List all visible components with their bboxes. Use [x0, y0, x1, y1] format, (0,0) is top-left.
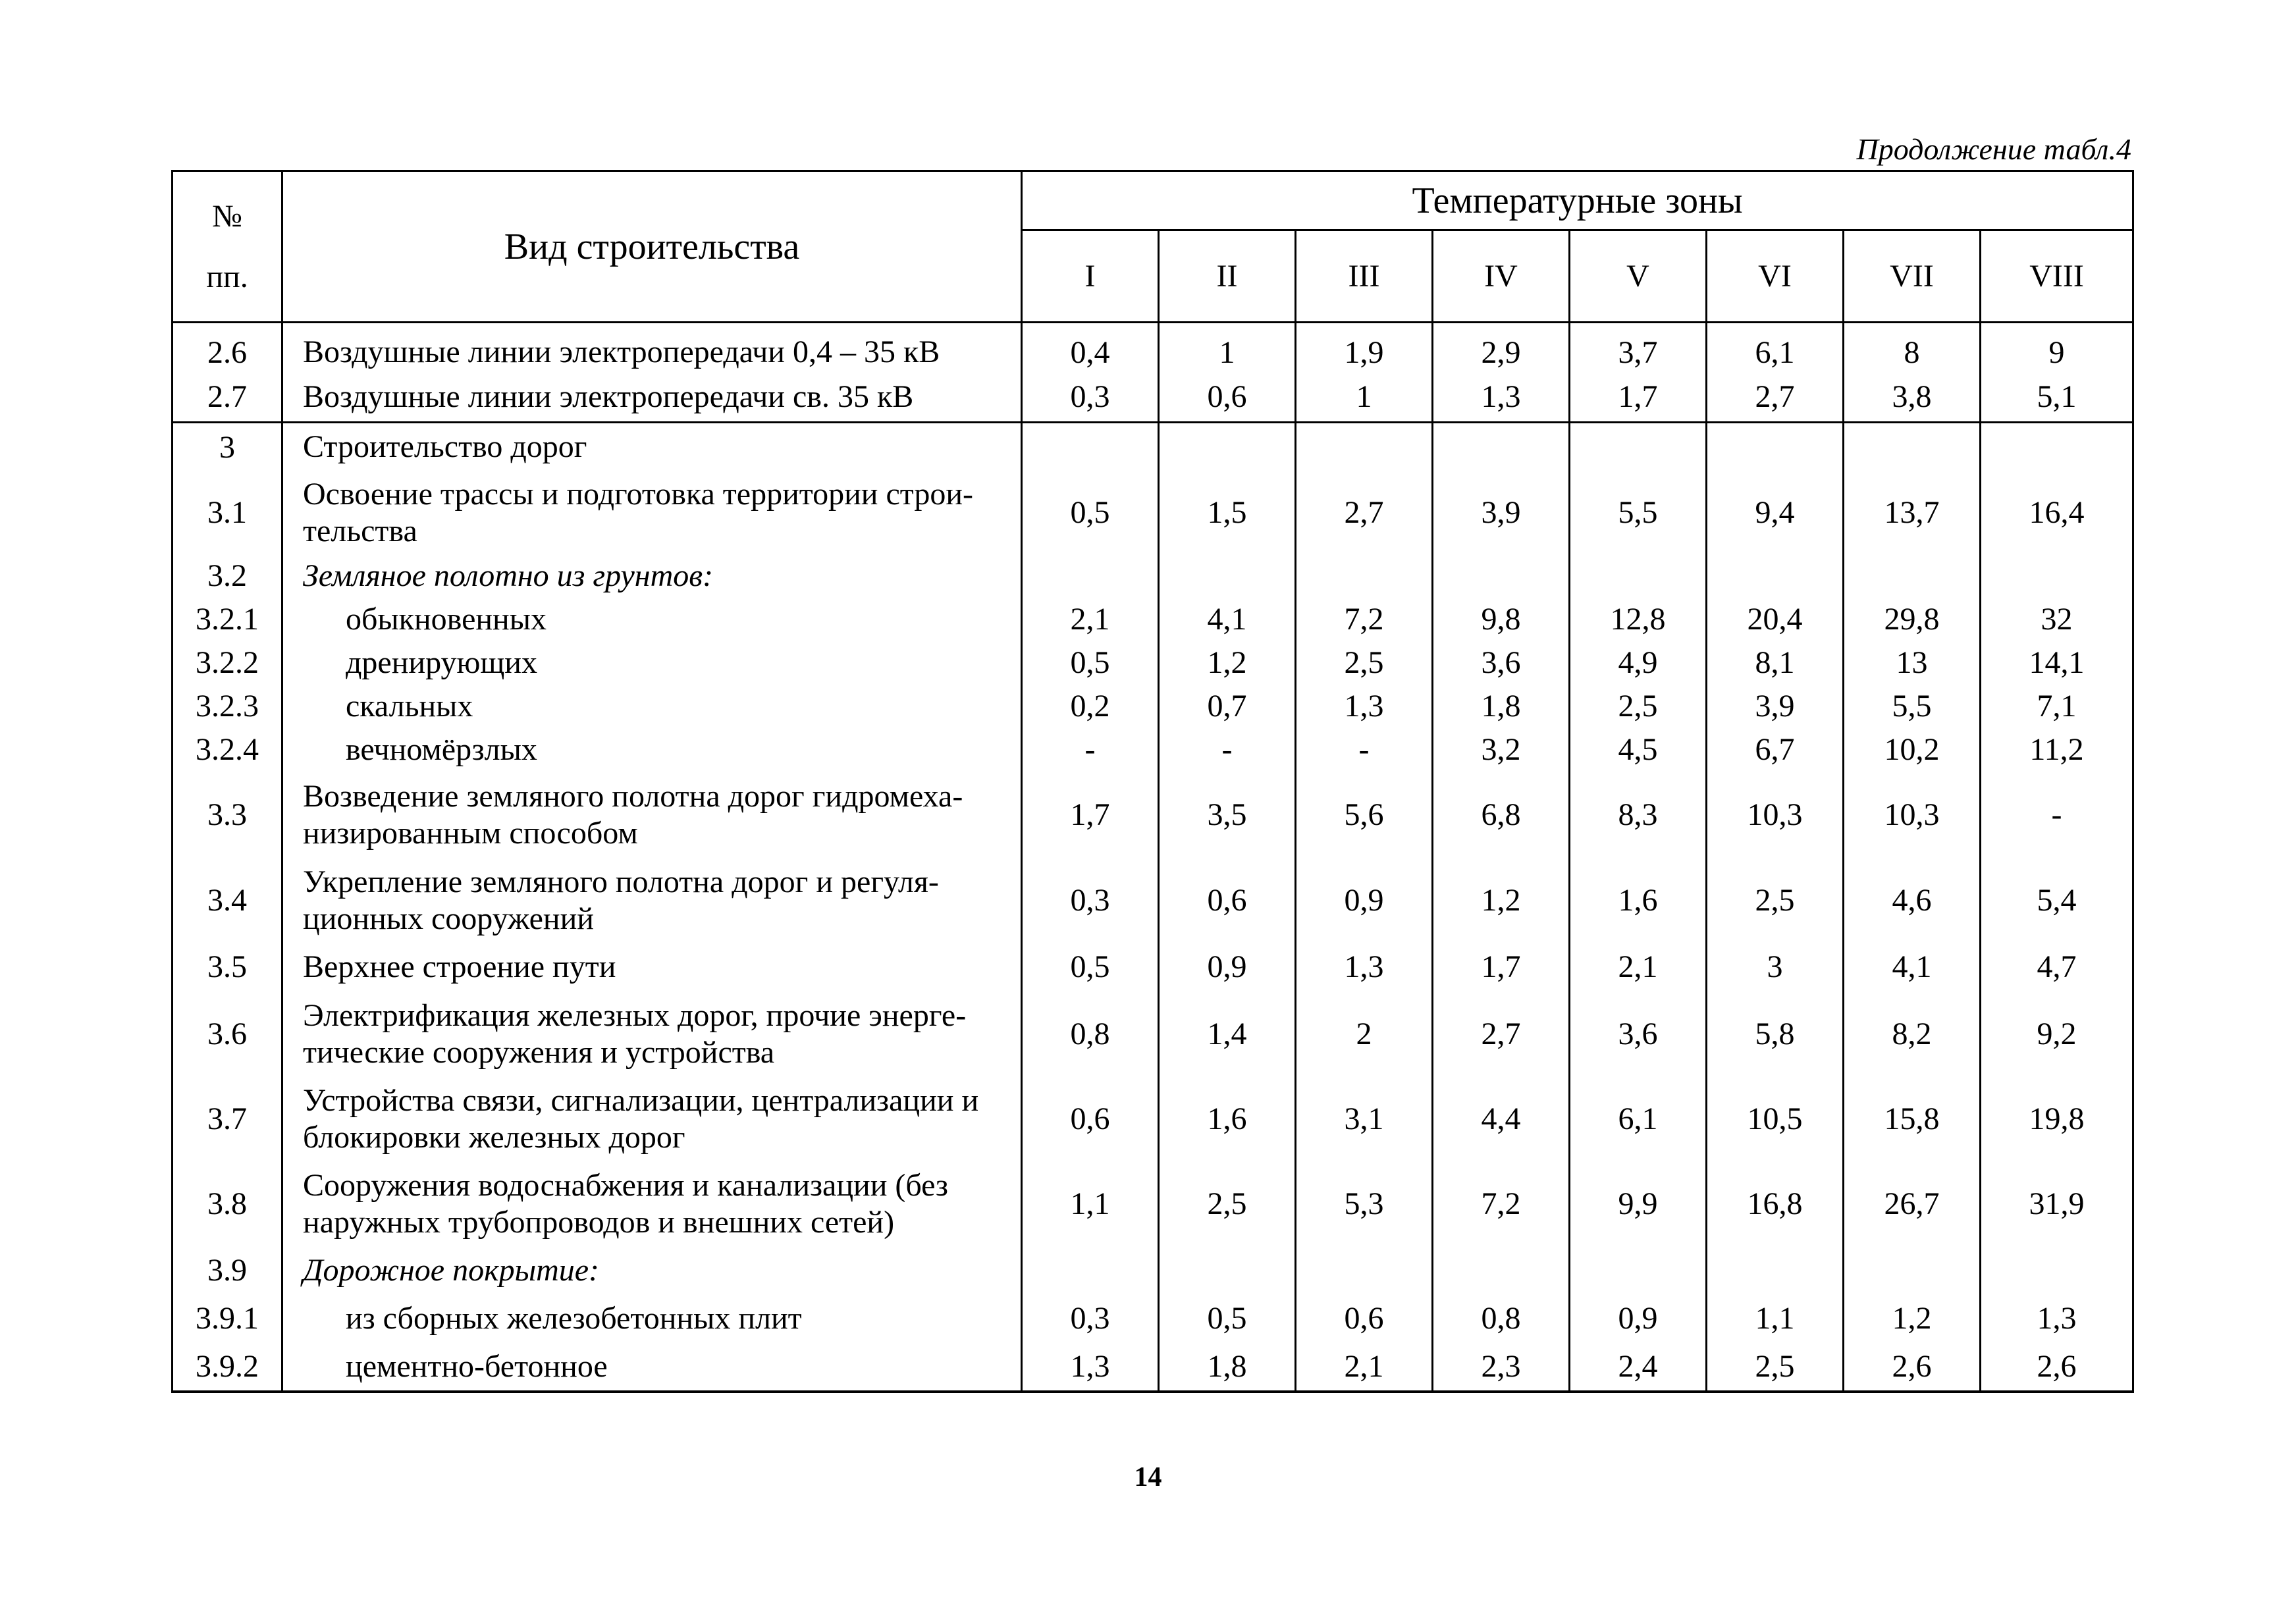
zone-1-value: 0,4	[1022, 323, 1159, 373]
zone-3-value: 2	[1296, 991, 1433, 1077]
zone-8-value: 2,6	[1981, 1343, 2133, 1392]
zone-8-value	[1981, 1247, 2133, 1294]
zone-7-value: 8	[1844, 323, 1981, 373]
zone-5-value: 2,5	[1570, 685, 1707, 728]
zone-8-value: 7,1	[1981, 685, 2133, 728]
zone-2-value	[1159, 554, 1296, 598]
zone-8-value: -	[1981, 772, 2133, 858]
zone-8-value: 14,1	[1981, 641, 2133, 685]
zone-6-value	[1707, 1247, 1844, 1294]
zone-8-value: 9	[1981, 323, 2133, 373]
zone-8-value: 11,2	[1981, 728, 2133, 772]
zone-5-value: 4,9	[1570, 641, 1707, 685]
zone-5-value: 9,9	[1570, 1161, 1707, 1247]
header-number-abbr: пп.	[206, 259, 248, 294]
zone-2-value: 0,6	[1159, 373, 1296, 423]
row-number: 3.9	[173, 1247, 282, 1294]
zone-6-value: 16,8	[1707, 1161, 1844, 1247]
table-row	[173, 471, 2133, 554]
row-number: 3.9.2	[173, 1343, 282, 1392]
zone-5-value: 5,5	[1570, 471, 1707, 554]
zone-7-value: 4,1	[1844, 943, 1981, 991]
zone-5-value	[1570, 1247, 1707, 1294]
zone-1-value: 0,6	[1022, 1077, 1159, 1161]
zone-4-value: 6,8	[1433, 772, 1570, 858]
construction-type-name: Воздушные линии электропередачи св. 35 кВ	[282, 373, 1022, 423]
zone-5-value: 1,7	[1570, 373, 1707, 423]
zone-4-value: 7,2	[1433, 1161, 1570, 1247]
zone-5-value	[1570, 423, 1707, 471]
zone-2-value: 0,7	[1159, 685, 1296, 728]
zone-4-value: 3,2	[1433, 728, 1570, 772]
construction-type-name: Земляное полотно из грунтов:	[282, 554, 1022, 598]
zone-2-value: 1,2	[1159, 641, 1296, 685]
row-number: 3.2.3	[173, 685, 282, 728]
zone-7-value	[1844, 1247, 1981, 1294]
zone-3-value: 2,1	[1296, 1343, 1433, 1392]
zone-7-value: 8,2	[1844, 991, 1981, 1077]
zone-7-value: 3,8	[1844, 373, 1981, 423]
zone-1-value: 0,5	[1022, 943, 1159, 991]
table-continuation-caption: Продолжение табл.4	[1856, 132, 2131, 166]
table-row	[173, 323, 2133, 373]
zone-6-value: 2,7	[1707, 373, 1844, 423]
zone-5-value: 2,4	[1570, 1343, 1707, 1392]
construction-type-name: Верхнее строение пути	[282, 943, 1022, 991]
table-row	[173, 943, 2133, 991]
construction-type-name: Электрификация железных дорог, прочие энерге-тические сооружения и устройства	[282, 991, 1022, 1077]
zone-1-value: 1,3	[1022, 1343, 1159, 1392]
row-number: 3.9.1	[173, 1294, 282, 1343]
zone-8-value	[1981, 423, 2133, 471]
zone-6-value: 3	[1707, 943, 1844, 991]
zone-1-value: -	[1022, 728, 1159, 772]
zone-7-value: 13	[1844, 641, 1981, 685]
header-zone-3: III	[1296, 230, 1433, 323]
zone-6-value: 9,4	[1707, 471, 1844, 554]
zone-6-value: 10,3	[1707, 772, 1844, 858]
zone-3-value: 5,6	[1296, 772, 1433, 858]
construction-type-name: обыкновенных	[282, 598, 1022, 641]
zone-5-value: 2,1	[1570, 943, 1707, 991]
zone-7-value: 10,3	[1844, 772, 1981, 858]
row-number: 3.7	[173, 1077, 282, 1161]
table-row	[173, 1161, 2133, 1247]
zone-7-value: 15,8	[1844, 1077, 1981, 1161]
table-row	[173, 991, 2133, 1077]
zone-5-value: 8,3	[1570, 772, 1707, 858]
header-zone-5: V	[1570, 230, 1707, 323]
zone-3-value: 2,5	[1296, 641, 1433, 685]
zone-6-value: 2,5	[1707, 858, 1844, 943]
zone-2-value: 1	[1159, 323, 1296, 373]
zone-7-value: 5,5	[1844, 685, 1981, 728]
construction-type-name: дренирующих	[282, 641, 1022, 685]
table-row	[173, 772, 2133, 858]
row-number: 3.2.1	[173, 598, 282, 641]
zone-3-value: 2,7	[1296, 471, 1433, 554]
table-row	[173, 728, 2133, 772]
zone-2-value: 3,5	[1159, 772, 1296, 858]
zone-1-value: 0,5	[1022, 641, 1159, 685]
zone-1-value: 0,3	[1022, 1294, 1159, 1343]
table-row	[173, 685, 2133, 728]
zone-8-value: 1,3	[1981, 1294, 2133, 1343]
table-row	[173, 858, 2133, 943]
table-row	[173, 641, 2133, 685]
zone-7-value: 10,2	[1844, 728, 1981, 772]
table-row	[173, 423, 2133, 471]
zone-5-value: 0,9	[1570, 1294, 1707, 1343]
zone-2-value: 1,6	[1159, 1077, 1296, 1161]
zone-4-value	[1433, 1247, 1570, 1294]
table-row	[173, 1077, 2133, 1161]
zone-1-value: 0,3	[1022, 858, 1159, 943]
zone-4-value: 2,9	[1433, 323, 1570, 373]
construction-type-name: Возведение земляного полотна дорог гидромеха-низированным способом	[282, 772, 1022, 858]
zone-2-value: 1,8	[1159, 1343, 1296, 1392]
zone-7-value: 2,6	[1844, 1343, 1981, 1392]
header-number-symbol: №	[212, 198, 242, 234]
zone-6-value: 1,1	[1707, 1294, 1844, 1343]
zone-7-value: 4,6	[1844, 858, 1981, 943]
row-number: 3.4	[173, 858, 282, 943]
zone-7-value	[1844, 554, 1981, 598]
construction-type-name: Устройства связи, сигнализации, централизации и блокировки железных дорог	[282, 1077, 1022, 1161]
zone-1-value: 0,3	[1022, 373, 1159, 423]
row-number: 2.6	[173, 323, 282, 373]
construction-type-name: Укрепление земляного полотна дорог и регуля-ционных сооружений	[282, 858, 1022, 943]
zone-1-value: 2,1	[1022, 598, 1159, 641]
zone-2-value: 1,5	[1159, 471, 1296, 554]
header-zone-7: VII	[1844, 230, 1981, 323]
zone-4-value	[1433, 423, 1570, 471]
zone-2-value	[1159, 423, 1296, 471]
zone-4-value: 1,7	[1433, 943, 1570, 991]
row-number: 3.8	[173, 1161, 282, 1247]
zone-2-value: 0,5	[1159, 1294, 1296, 1343]
construction-type-name: Дорожное покрытие:	[282, 1247, 1022, 1294]
zone-7-value	[1844, 423, 1981, 471]
zone-4-value: 0,8	[1433, 1294, 1570, 1343]
zone-8-value: 5,4	[1981, 858, 2133, 943]
zone-5-value: 12,8	[1570, 598, 1707, 641]
table-row	[173, 598, 2133, 641]
row-number: 3.2	[173, 554, 282, 598]
zone-1-value: 0,8	[1022, 991, 1159, 1077]
row-number: 3.3	[173, 772, 282, 858]
zone-3-value	[1296, 423, 1433, 471]
zone-6-value	[1707, 554, 1844, 598]
table-row	[173, 373, 2133, 423]
zone-4-value: 4,4	[1433, 1077, 1570, 1161]
row-number: 3.1	[173, 471, 282, 554]
zone-2-value: -	[1159, 728, 1296, 772]
zone-3-value: 0,6	[1296, 1294, 1433, 1343]
zone-3-value: 1,3	[1296, 685, 1433, 728]
header-construction-type: Вид строительства	[282, 171, 1022, 323]
zone-1-value: 0,5	[1022, 471, 1159, 554]
row-number: 3	[173, 423, 282, 471]
zone-2-value: 2,5	[1159, 1161, 1296, 1247]
row-number: 3.2.2	[173, 641, 282, 685]
construction-type-name: Воздушные линии электропередачи 0,4 – 35 кВ	[282, 323, 1022, 373]
zone-1-value: 0,2	[1022, 685, 1159, 728]
table-row	[173, 554, 2133, 598]
zone-6-value: 10,5	[1707, 1077, 1844, 1161]
zone-4-value: 2,7	[1433, 991, 1570, 1077]
zone-8-value: 32	[1981, 598, 2133, 641]
row-number: 3.6	[173, 991, 282, 1077]
construction-type-name: вечномёрзлых	[282, 728, 1022, 772]
zone-3-value: 1	[1296, 373, 1433, 423]
zone-3-value: 7,2	[1296, 598, 1433, 641]
zone-8-value: 19,8	[1981, 1077, 2133, 1161]
zone-1-value: 1,1	[1022, 1161, 1159, 1247]
zone-7-value: 1,2	[1844, 1294, 1981, 1343]
zone-2-value: 0,9	[1159, 943, 1296, 991]
zone-5-value	[1570, 554, 1707, 598]
zone-8-value: 9,2	[1981, 991, 2133, 1077]
header-zone-1: I	[1022, 230, 1159, 323]
zone-6-value: 20,4	[1707, 598, 1844, 641]
zone-2-value: 1,4	[1159, 991, 1296, 1077]
zone-3-value	[1296, 1247, 1433, 1294]
zone-2-value: 0,6	[1159, 858, 1296, 943]
zone-8-value: 31,9	[1981, 1161, 2133, 1247]
zone-3-value: 1,3	[1296, 943, 1433, 991]
zone-3-value: 5,3	[1296, 1161, 1433, 1247]
zone-4-value: 9,8	[1433, 598, 1570, 641]
header-zone-2: II	[1159, 230, 1296, 323]
zone-6-value: 6,7	[1707, 728, 1844, 772]
zone-5-value: 3,7	[1570, 323, 1707, 373]
construction-type-name: из сборных железобетонных плит	[282, 1294, 1022, 1343]
zone-8-value: 16,4	[1981, 471, 2133, 554]
zone-6-value: 3,9	[1707, 685, 1844, 728]
row-number: 3.2.4	[173, 728, 282, 772]
zone-6-value: 8,1	[1707, 641, 1844, 685]
zone-5-value: 1,6	[1570, 858, 1707, 943]
zone-5-value: 4,5	[1570, 728, 1707, 772]
zone-4-value: 3,6	[1433, 641, 1570, 685]
zone-1-value: 1,7	[1022, 772, 1159, 858]
zone-4-value: 1,2	[1433, 858, 1570, 943]
zone-4-value: 1,3	[1433, 373, 1570, 423]
table-row	[173, 1247, 2133, 1294]
zone-2-value: 4,1	[1159, 598, 1296, 641]
zone-6-value: 5,8	[1707, 991, 1844, 1077]
zone-1-value	[1022, 554, 1159, 598]
zone-6-value: 6,1	[1707, 323, 1844, 373]
zone-4-value: 3,9	[1433, 471, 1570, 554]
table-row	[173, 1294, 2133, 1343]
row-number: 2.7	[173, 373, 282, 423]
zone-4-value: 1,8	[1433, 685, 1570, 728]
zone-5-value: 3,6	[1570, 991, 1707, 1077]
page-number: 14	[1134, 1462, 1162, 1492]
header-zone-6: VI	[1707, 230, 1844, 323]
zone-7-value: 13,7	[1844, 471, 1981, 554]
zone-7-value: 29,8	[1844, 598, 1981, 641]
header-temperature-zones: Температурные зоны	[1022, 171, 2133, 230]
construction-type-name: Сооружения водоснабжения и канализации (без наружных трубопроводов и внешних сетей)	[282, 1161, 1022, 1247]
zone-3-value: 1,9	[1296, 323, 1433, 373]
zone-8-value	[1981, 554, 2133, 598]
zone-6-value	[1707, 423, 1844, 471]
table-row	[173, 1343, 2133, 1392]
zone-4-value: 2,3	[1433, 1343, 1570, 1392]
header-zone-4: IV	[1433, 230, 1570, 323]
zone-4-value	[1433, 554, 1570, 598]
header-number	[173, 171, 282, 323]
zone-8-value: 5,1	[1981, 373, 2133, 423]
zone-3-value: 0,9	[1296, 858, 1433, 943]
row-number: 3.5	[173, 943, 282, 991]
zone-6-value: 2,5	[1707, 1343, 1844, 1392]
zone-3-value: 3,1	[1296, 1077, 1433, 1161]
zone-2-value	[1159, 1247, 1296, 1294]
construction-type-name: Освоение трассы и подготовка территории строи-тельства	[282, 471, 1022, 554]
zone-1-value	[1022, 423, 1159, 471]
zone-8-value: 4,7	[1981, 943, 2133, 991]
construction-type-name: скальных	[282, 685, 1022, 728]
zone-7-value: 26,7	[1844, 1161, 1981, 1247]
construction-type-name: Строительство дорог	[282, 423, 1022, 471]
construction-type-name: цементно-бетонное	[282, 1343, 1022, 1392]
temperature-zones-table	[171, 170, 2134, 1393]
zone-3-value	[1296, 554, 1433, 598]
zone-3-value: -	[1296, 728, 1433, 772]
zone-5-value: 6,1	[1570, 1077, 1707, 1161]
header-zone-8: VIII	[1981, 230, 2133, 323]
zone-1-value	[1022, 1247, 1159, 1294]
